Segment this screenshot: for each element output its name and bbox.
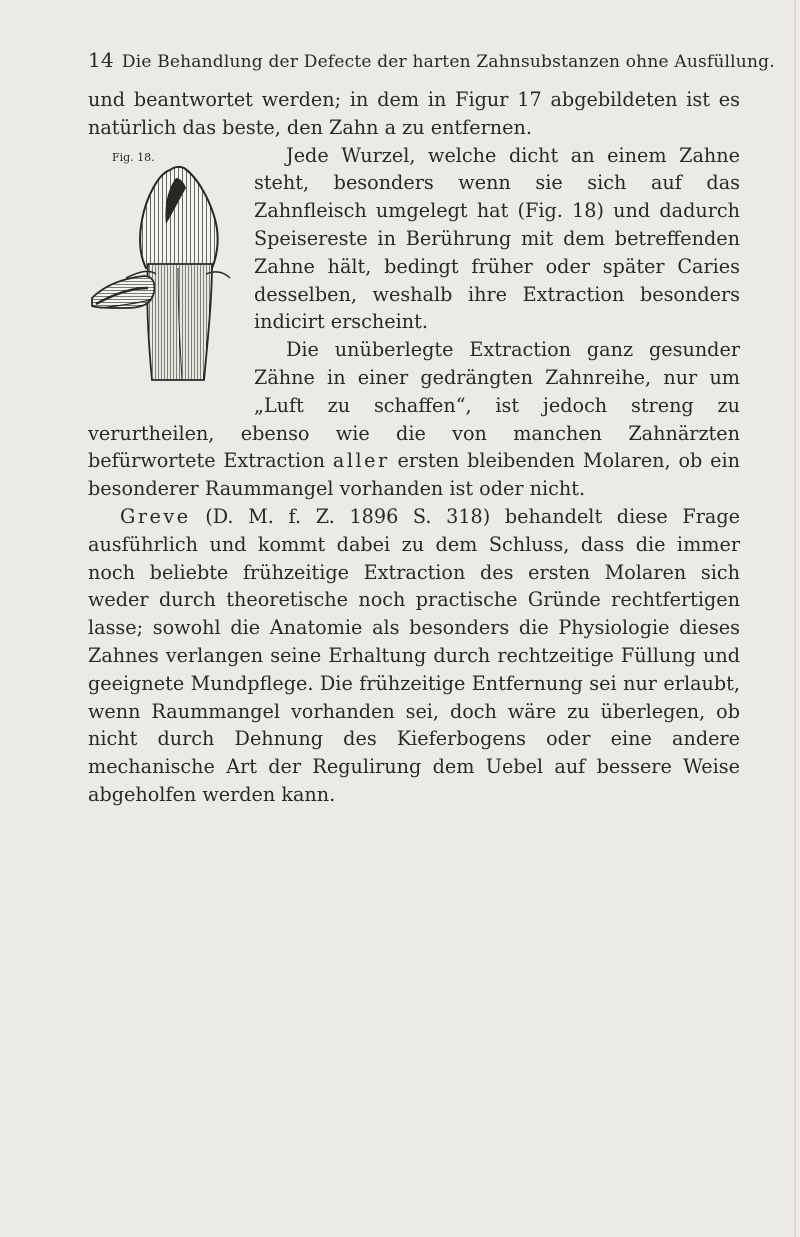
figure-18 bbox=[86, 144, 246, 400]
author-greve: Greve bbox=[120, 504, 191, 528]
paragraph-1: und beantwortet werden; in dem in Figur 17 abgebildeten ist es natürlich das beste, den Zahn a zu entfernen. bbox=[88, 88, 740, 139]
body-text bbox=[88, 86, 740, 809]
tooth-root-illustration bbox=[86, 158, 246, 398]
running-header bbox=[88, 48, 775, 72]
paragraph-3-text-a: Die unüberlegte Extraction ganz gesunder Zähne in einer gedrängten Zahnreihe, nur um „Luft zu schaffen“, ist jedoch streng zu verurtheilen, ebenso wie die von manchen Zahnärzten befürwortete Extraction bbox=[88, 338, 740, 473]
paragraph-4-text: (D. M. f. Z. 1896 S. 318) behandelt diese Frage ausführlich und kommt dabei zu dem Schluss, dass die immer noch beliebte frühzeitige Extraction des ersten Molaren sich weder durch theoretische noch practische Gründe rechtfertigen lasse; sowohl die Anatomie als besonders die Physiologie dieses Zahnes verlangen seine Erhaltung durch rechtzeitige Füllung und geeignete Mundpflege. Die frühzeitige Entfernung sei nur erlaubt, wenn Raummangel vorhanden sei, doch wäre zu überlegen, ob nicht durch Dehnung des Kieferbogens oder eine andere mechanische Art der Regulirung dem Uebel auf bessere Weise abgeholfen werden kann. bbox=[88, 504, 740, 806]
page-edge bbox=[794, 0, 796, 1237]
running-title: Die Behandlung der Defecte der harten Zahnsubstanzen ohne Ausfüllung. bbox=[121, 52, 775, 72]
page-number: 14 bbox=[88, 48, 114, 72]
paragraph-3-text-b: ersten bleibenden Molaren, ob ein besonderer Raummangel vorhanden ist oder nicht. bbox=[88, 449, 740, 501]
paragraph-4 bbox=[88, 503, 740, 809]
figure-label: Fig. 18. bbox=[112, 150, 155, 164]
paragraph-2: Jede Wurzel, welche dicht an einem Zahne steht, besonders wenn sie sich auf das Zahnfleisch umgelegt hat (Fig. 18) und dadurch Speisereste in Berührung mit dem betreffenden Zahne hält, bedingt früher oder später Caries desselben, weshalb ihre Extraction besonders indicirt erscheint. bbox=[254, 143, 740, 334]
emphasis-aller: aller bbox=[332, 449, 390, 473]
